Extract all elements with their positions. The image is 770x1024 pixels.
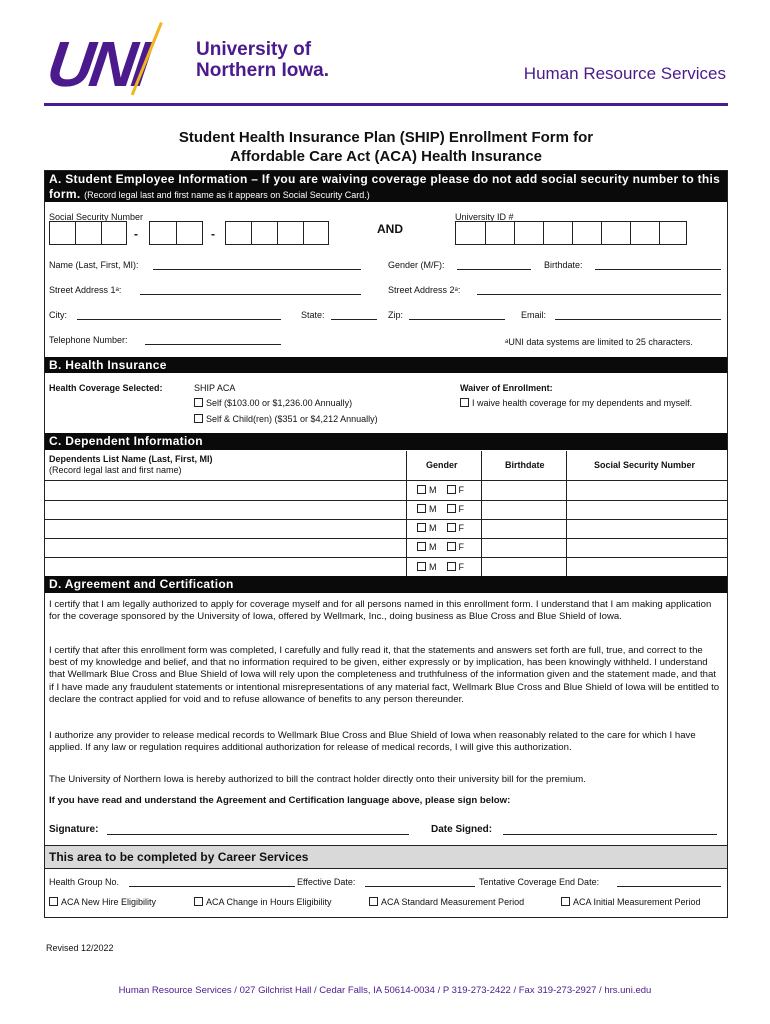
- dependent-gender-5[interactable]: [417, 562, 464, 573]
- ssn-part1-input[interactable]: [49, 221, 127, 245]
- ssn-dash: -: [134, 227, 138, 241]
- m-label: M: [429, 542, 437, 552]
- aca-change-hours-label: ACA Change in Hours Eligibility: [206, 897, 332, 907]
- dependent-name-2[interactable]: [49, 503, 401, 518]
- dependent-row-divider: [45, 500, 727, 501]
- email-label: Email:: [521, 310, 547, 320]
- university-name: [196, 40, 376, 82]
- page-footer: Human Resource Services / 027 Gilchrist Hall / Cedar Falls, IA 50614-0034 / P 319-273-2422 / Fax 319-273-2927 / hrs.uni.edu: [118, 985, 652, 996]
- section-d-heading: D. Agreement and Certification: [45, 576, 727, 593]
- self-checkbox[interactable]: [194, 398, 203, 407]
- birthdate-column-line: [481, 451, 482, 576]
- phone-field[interactable]: [145, 344, 281, 345]
- m-checkbox[interactable]: [417, 562, 426, 571]
- m-label: M: [429, 504, 437, 514]
- ssn-part3-input[interactable]: [225, 221, 329, 245]
- m-checkbox[interactable]: [417, 523, 426, 532]
- street1-field[interactable]: [140, 294, 361, 295]
- effective-date-label: Effective Date:: [297, 877, 356, 887]
- gender-label: Gender (M/F):: [388, 260, 445, 270]
- aca-change-hours-option[interactable]: [194, 897, 332, 908]
- dependent-row-divider: [45, 538, 727, 539]
- aca-initial-checkbox[interactable]: [561, 897, 570, 906]
- m-label: M: [429, 485, 437, 495]
- aca-new-hire-checkbox[interactable]: [49, 897, 58, 906]
- f-checkbox[interactable]: [447, 542, 456, 551]
- aca-new-hire-label: ACA New Hire Eligibility: [61, 897, 157, 907]
- f-label: F: [458, 504, 465, 514]
- zip-field[interactable]: [409, 319, 505, 320]
- name-label: Name (Last, First, MI):: [49, 260, 139, 270]
- self-child-checkbox[interactable]: [194, 414, 203, 423]
- section-a-title: A. Student Employee Information – If you are waiving coverage please do not add social security number to this: [49, 172, 721, 186]
- state-field[interactable]: [331, 319, 377, 320]
- birthdate-label: Birthdate:: [544, 260, 583, 270]
- section-a-title-cont: form.: [49, 187, 81, 201]
- enrollment-form: [44, 170, 728, 918]
- university-name-line1: University of: [196, 39, 312, 60]
- m-checkbox[interactable]: [417, 504, 426, 513]
- form-title-line1: Student Health Insurance Plan (SHIP) Enrollment Form for: [178, 129, 594, 146]
- waiver-checkbox[interactable]: [460, 398, 469, 407]
- gender-field[interactable]: [457, 269, 531, 270]
- m-checkbox[interactable]: [417, 542, 426, 551]
- agreement-paragraph-4: The University of Northern Iowa is hereby authorized to bill the contract holder directly onto their university bill for the premium.: [49, 774, 586, 785]
- m-label: M: [429, 562, 437, 572]
- section-a-heading: [45, 171, 727, 202]
- f-label: F: [458, 542, 465, 552]
- ssn-part2-input[interactable]: [149, 221, 203, 245]
- f-checkbox[interactable]: [447, 504, 456, 513]
- self-option-label: Self ($103.00 or $1,236.00 Annually): [206, 398, 353, 408]
- gender-header: Gender: [426, 460, 458, 470]
- university-name-line2: Northern Iowa.: [196, 59, 330, 81]
- form-title: [44, 128, 728, 166]
- aca-standard-option[interactable]: [369, 897, 524, 908]
- date-signed-label: Date Signed:: [431, 824, 493, 835]
- health-group-label: Health Group No.: [49, 877, 120, 887]
- city-label: City:: [49, 310, 67, 320]
- ssn-dash: -: [211, 227, 215, 241]
- tentative-end-label: Tentative Coverage End Date:: [479, 877, 600, 887]
- birthdate-header: Birthdate: [505, 460, 545, 470]
- street1-label: Street Address 1ᵃ:: [49, 285, 122, 295]
- email-field[interactable]: [555, 319, 721, 320]
- zip-label: Zip:: [388, 310, 404, 320]
- f-checkbox[interactable]: [447, 562, 456, 571]
- dependent-gender-2[interactable]: [417, 504, 464, 515]
- street2-label: Street Address 2ᵃ:: [388, 285, 461, 295]
- coverage-selected-label: Health Coverage Selected:: [49, 383, 163, 393]
- header-rule: [44, 103, 728, 106]
- signature-label: Signature:: [49, 824, 99, 835]
- name-field[interactable]: [153, 269, 361, 270]
- gender-column-line: [406, 451, 407, 576]
- university-id-label: University ID #: [455, 212, 514, 222]
- uni-logo: UNI: [42, 28, 152, 100]
- dependent-row-divider: [45, 480, 727, 481]
- ship-aca-label: SHIP ACA: [194, 383, 236, 393]
- agreement-paragraph-1: I certify that I am legally authorized to apply for coverage myself and for all persons named in this enrollment form. I understand that I am making application for the coverage sponsored by the University of Iowa, offered by Wellmark, Inc., doing business as Blue Cross and Blue Shield of Iowa.: [49, 599, 712, 623]
- waiver-label: Waiver of Enrollment:: [460, 383, 553, 393]
- ssn-column-line: [566, 451, 567, 576]
- dependent-name-5[interactable]: [49, 560, 401, 575]
- character-limit-note: ᵃUNI data systems are limited to 25 characters.: [505, 337, 693, 347]
- aca-initial-label: ACA Initial Measurement Period: [573, 897, 701, 907]
- dependent-row-divider: [45, 519, 727, 520]
- dependent-gender-1[interactable]: [417, 485, 464, 496]
- revision-date: Revised 12/2022: [46, 943, 114, 953]
- tentative-end-field[interactable]: [617, 886, 721, 887]
- dependents-name-note: (Record legal last and first name): [49, 465, 182, 475]
- dependent-name-3[interactable]: [49, 522, 401, 537]
- department-name: Human Resource Services: [523, 64, 726, 83]
- aca-change-hours-checkbox[interactable]: [194, 897, 203, 906]
- section-c-heading: C. Dependent Information: [45, 433, 727, 450]
- option-self-child[interactable]: [194, 414, 378, 425]
- city-field[interactable]: [77, 319, 281, 320]
- waiver-option-label: I waive health coverage for my dependents and myself.: [472, 398, 693, 408]
- phone-label: Telephone Number:: [49, 335, 128, 345]
- dependent-gender-3[interactable]: [417, 523, 464, 534]
- agreement-paragraph-3: I authorize any provider to release medical records to Wellmark Blue Cross and Blue Shield of Iowa when reasonably related to the care for which I have applied. If any law or regulation requires additional authorization for release of medical records, I will give this authorization.: [49, 730, 696, 754]
- aca-new-hire-option[interactable]: [49, 897, 156, 908]
- and-label: AND: [377, 222, 403, 236]
- street2-field[interactable]: [477, 294, 721, 295]
- date-signed-field[interactable]: [503, 834, 717, 835]
- f-label: F: [458, 562, 465, 572]
- ssn-header: Social Security Number: [594, 460, 696, 470]
- university-id-input[interactable]: [455, 221, 687, 245]
- f-label: F: [458, 485, 465, 495]
- agreement-paragraph-2: I certify that after this enrollment form was completed, I carefully and fully read it, that the statements and answers set forth are full, true, and correct to the best of my knowledge and belief, and that no information required to be given, either expressly or by implication, has been knowingly withheld. I understand that Wellmark Blue Cross and Blue Shield of Iowa will rely upon the completeness and truthfulness of the information given and the statement made, and that if I have made any fraudulent statements or intentional misrepresentations of any material fact, Wellmark Blue Cross and Blue Shield of Iowa will be entitled to declare the contract applied for void and to refuse allowance of benefits to any person thereunder.: [49, 645, 720, 705]
- m-label: M: [429, 523, 437, 533]
- f-checkbox[interactable]: [447, 523, 456, 532]
- aca-standard-checkbox[interactable]: [369, 897, 378, 906]
- career-services-heading: This area to be completed by Career Services: [45, 845, 727, 869]
- ssn-label: Social Security Number: [49, 212, 144, 222]
- effective-date-field[interactable]: [365, 886, 475, 887]
- section-a-note: (Record legal last and first name as it appears on Social Security Card.): [84, 190, 370, 200]
- waiver-option[interactable]: [460, 398, 692, 409]
- f-checkbox[interactable]: [447, 485, 456, 494]
- health-group-field[interactable]: [129, 886, 295, 887]
- page-header: [0, 0, 770, 110]
- self-child-option-label: Self & Child(ren) ($351 or $4,212 Annually): [206, 414, 378, 424]
- aca-initial-option[interactable]: [561, 897, 701, 908]
- section-b-heading: B. Health Insurance: [45, 357, 727, 373]
- dependent-gender-4[interactable]: [417, 542, 464, 553]
- aca-standard-label: ACA Standard Measurement Period: [381, 897, 525, 907]
- dependents-name-header: Dependents List Name (Last, First, MI): [49, 454, 213, 464]
- dependent-row-divider: [45, 557, 727, 558]
- sign-prompt: If you have read and understand the Agreement and Certification language above, please sign below:: [49, 795, 511, 806]
- signature-field[interactable]: [107, 834, 409, 835]
- form-title-line2: Affordable Care Act (ACA) Health Insurance: [230, 148, 542, 165]
- state-label: State:: [301, 310, 325, 320]
- m-checkbox[interactable]: [417, 485, 426, 494]
- dependent-name-4[interactable]: [49, 541, 401, 556]
- birthdate-field[interactable]: [595, 269, 721, 270]
- option-self[interactable]: [194, 398, 352, 409]
- f-label: F: [458, 523, 465, 533]
- dependent-name-1[interactable]: [49, 483, 401, 498]
